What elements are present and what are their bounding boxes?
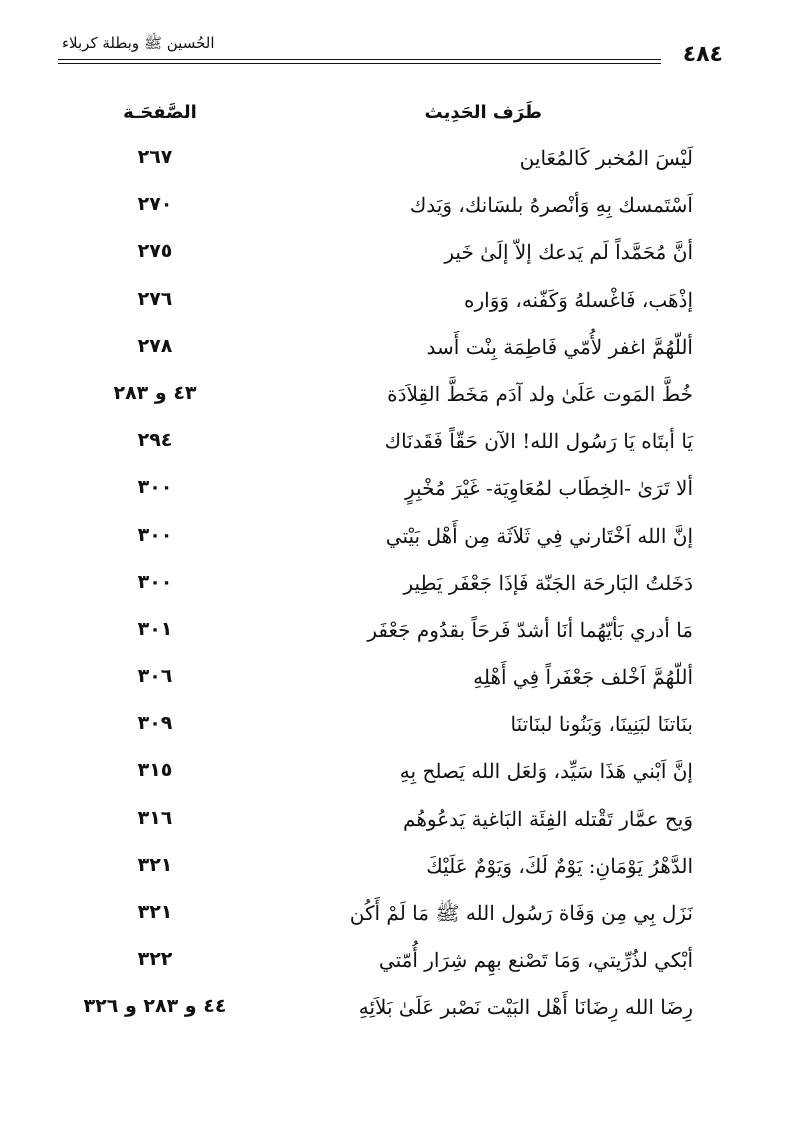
entry-text: اَسْتَمسك بِهِ وَأنْصرهُ بلسَانك، وَيَدك [409,193,693,218]
list-item [0,846,797,893]
list-item [0,704,797,751]
column-header-page: الصَّفحَـة [123,102,197,123]
list-item [0,327,797,374]
entry-text: أللّهُمَّ اَخْلف جَعْفَراً فِي أَهْلِهِ [473,665,693,690]
page-header [58,28,723,72]
entry-text: إذْهَب، فَاغْسلهُ وَكَفّنه، وَوَاره [464,287,693,312]
entry-text: رِضَا الله رِضَانَا أَهْل البَيْت نَصْبر عَلَىٰ بَلاَئِهِ [358,995,693,1020]
entry-text: أللّهُمَّ اغفر لأُمّي فَاطِمَة بِنْت أَسد [426,334,693,359]
entry-page: ٢٧٥ [137,240,173,263]
entry-text: خُطَّ المَوت عَلَىٰ ولد آدَم مَخَطَّ القِلاَدَة [387,381,693,406]
list-item [0,940,797,987]
entry-page: ٣٠١ [137,617,173,640]
list-item [0,893,797,940]
entry-page: ٢٧٠ [137,193,173,216]
list-item [0,232,797,279]
entry-text: أبْكي لذُرِّيتي، وَمَا تَصْنع بهِم شِرَار أُمّتي [378,948,693,973]
entry-page: ٣٠٠ [137,523,173,546]
entry-page: ٣٠٦ [137,665,173,688]
entry-text: إنَّ اَبْني هَذَا سَيِّد، وَلعَل الله يَصلح بِهِ [399,759,693,784]
column-header-text: طَرَف الحَدِيث [424,102,542,123]
list-item [0,751,797,798]
entry-page: ٢٧٨ [137,334,173,357]
entry-page: ٤٤ و ٢٨٣ و ٣٢٦ [83,995,227,1018]
list-item [0,138,797,185]
entry-page: ٣٢١ [137,853,173,876]
header-rule-thin [58,63,661,64]
entry-page: ٢٧٦ [137,287,173,310]
entry-page: ٣١٥ [137,759,173,782]
entry-page: ٣١٦ [137,806,173,829]
entry-page: ٣٢١ [137,901,173,923]
entry-page: ٣٠٠ [137,476,173,499]
entry-text: يَا أبتَاه يَا رَسُول الله! الآن حَقّاً فَقَدنَاك [384,429,693,454]
list-item [0,185,797,232]
entry-text: وَيح عمَّار تَقْتله الفِئَة البَاغية يَدعُوهُم [403,806,693,831]
list-item [0,516,797,563]
list-item [0,799,797,846]
table-header [0,96,797,132]
entry-page: ٢٩٤ [137,429,173,452]
entry-text: بنَاتنَا لبَنِينَا، وَبَنُونا لبنَاتنَا [510,712,693,737]
entry-text: إنَّ الله اَخْتَارني فِي ثَلاَثَة مِن أَهْل بَيْتي [385,523,693,548]
running-title: الحُسين ﷺ وبطلة كربلاء [62,34,215,52]
header-rule [58,59,661,60]
list-item [0,421,797,468]
entry-text: لَيْسَ المُخبر كَالمُعَاين [519,146,693,170]
entry-page: ٣٢٢ [137,948,173,971]
list-item [0,374,797,421]
page-number: ٤٨٤ [682,42,723,67]
entry-page: ٢٦٧ [137,146,173,168]
list-item [0,563,797,610]
entry-text: الدَّهْرُ يَوْمَانِ: يَوْمٌ لَكَ، وَيَوْمٌ عَلَيْكَ [426,853,693,878]
list-item [0,987,797,1034]
entry-text: مَا أدري بَأيّهُما أنَا أشدّ فَرحَاً بقدُوم جَعْفَر [367,617,693,642]
list-item [0,657,797,704]
entry-text: أنَّ مُحَمَّداً لَم يَدعك إلاّ إلَىٰ خَير [444,240,693,265]
entry-page: ٣٠٩ [137,712,173,735]
list-item [0,280,797,327]
entry-text: دَخَلتُ البَارحَة الجَنّة فَإذَا جَعْفَر يَطِير [403,570,693,595]
hadith-index-list [0,138,797,1035]
list-item [0,610,797,657]
entry-page: ٤٣ و ٢٨٣ [113,381,197,404]
entry-text: نَزَل بِي مِن وَفَاة رَسُول الله ﷺ مَا لَمْ أَكُن [349,901,693,925]
entry-text: ألا تَرَىٰ -الخِطَاب لمُعَاوِيَة- غَيْرَ مُخْبِرٍ [405,476,693,501]
entry-page: ٣٠٠ [137,570,173,593]
list-item [0,468,797,515]
